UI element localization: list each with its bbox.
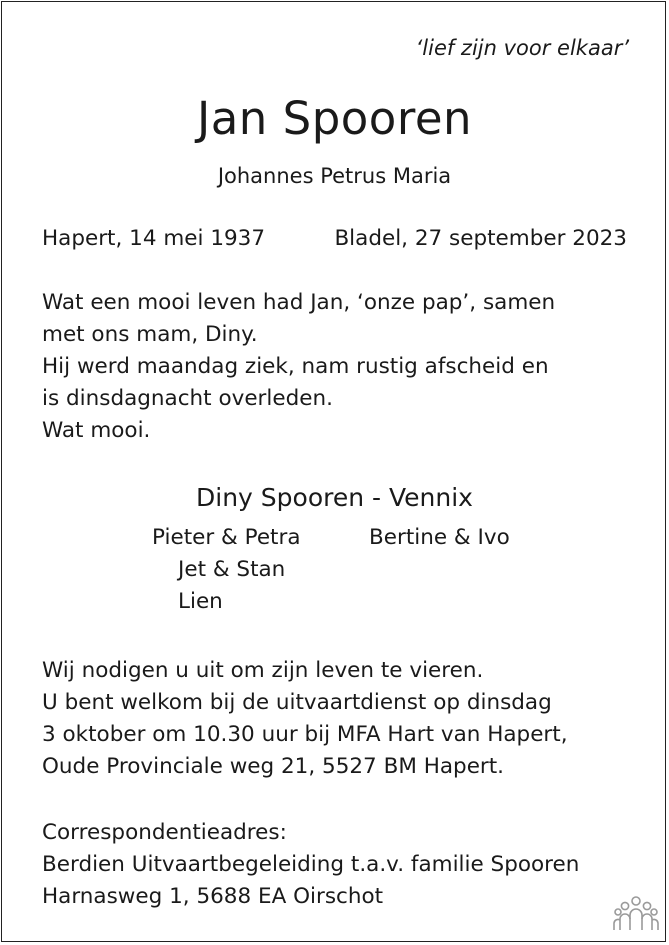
invitation-paragraph	[42, 655, 642, 783]
message-line: Wat mooi.	[42, 418, 151, 443]
child-couple-2: Bertine & Ivo	[369, 525, 510, 550]
correspondence-block	[42, 817, 642, 913]
grandchildren-1: Jet & Stan	[178, 557, 286, 582]
invitation-line: 3 oktober om 10.30 uur bij MFA Hart van Hapert,	[42, 722, 568, 747]
invitation-line: U bent welkom bij de uitvaartdienst op dinsdag	[42, 690, 552, 715]
grandchildren-2: Lien	[178, 589, 223, 614]
child-couple-1: Pieter & Petra	[152, 525, 301, 550]
message-line: is dinsdagnacht overleden.	[42, 386, 333, 411]
dates-row	[42, 226, 627, 251]
correspondence-line: Berdien Uitvaartbegeleiding t.a.v. familie Spooren	[42, 852, 580, 877]
people-group-logo-icon	[613, 895, 659, 931]
deceased-name: Jan Spooren	[196, 92, 473, 145]
correspondence-line: Harnasweg 1, 5688 EA Oirschot	[42, 884, 384, 909]
spouse-name: Diny Spooren - Vennix	[196, 483, 473, 512]
full-given-names: Johannes Petrus Maria	[217, 164, 452, 188]
invitation-line: Wij nodigen u uit om zijn leven te vieren.	[42, 658, 484, 683]
invitation-line: Oude Provinciale weg 21, 5527 BM Hapert.	[42, 754, 505, 779]
correspondence-line: Correspondentieadres:	[42, 820, 287, 845]
motto: ‘lief zijn voor elkaar’	[415, 36, 629, 60]
birth-date: Hapert, 14 mei 1937	[42, 226, 266, 251]
message-line: met ons mam, Diny.	[42, 322, 258, 347]
message-paragraph	[42, 287, 642, 447]
death-date: Bladel, 27 september 2023	[334, 226, 627, 251]
message-line: Wat een mooi leven had Jan, ‘onze pap’, samen	[42, 290, 556, 315]
message-line: Hij werd maandag ziek, nam rustig afscheid en	[42, 354, 549, 379]
